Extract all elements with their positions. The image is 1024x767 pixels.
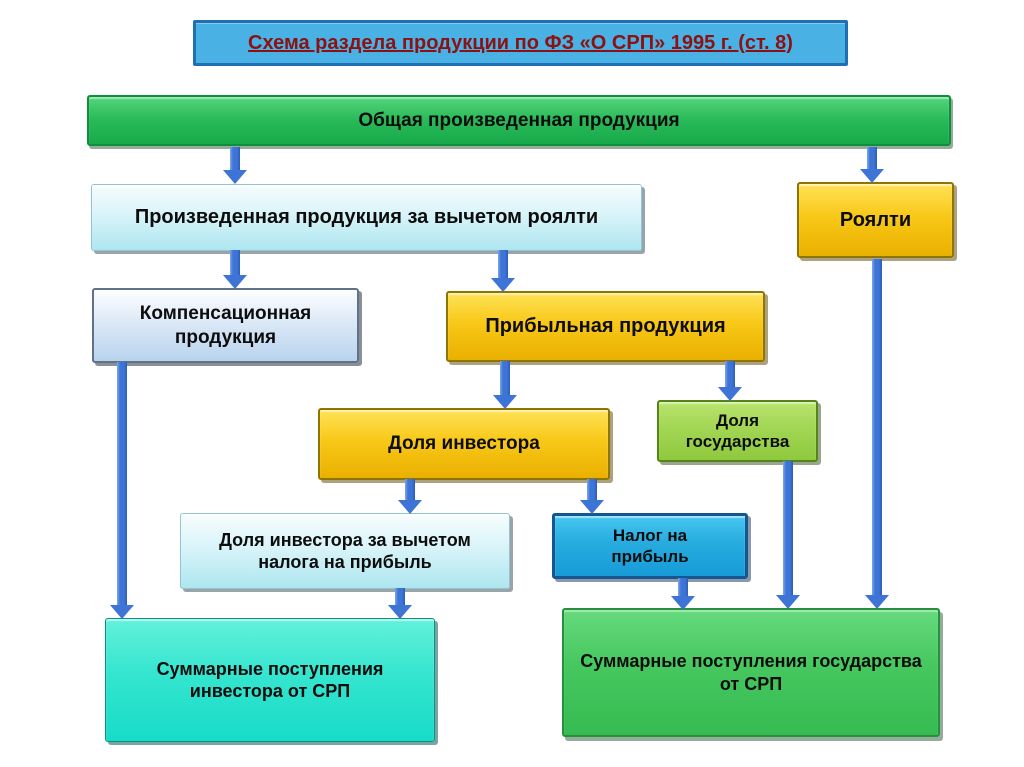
arrow-profit-tax-to-state-total: [678, 578, 688, 610]
node-profit-tax-label: Налог на прибыль: [611, 525, 689, 566]
node-investor-share-net-of-tax: [180, 513, 510, 589]
arrow-head-icon: [671, 596, 695, 610]
node-royalty-label: Роялти: [839, 208, 912, 231]
node-compensation-production: [92, 288, 359, 363]
arrow-head-icon: [865, 595, 889, 609]
node-royalty: [797, 182, 954, 258]
node-total-production: [87, 95, 951, 146]
diagram-title-label: Схема раздела продукции по ФЗ «О СРП» 1995 г. (ст. 8): [248, 31, 793, 54]
arrow-head-icon: [398, 500, 422, 514]
arrow-royalty-to-state-total: [872, 259, 882, 609]
arrow-shaft: [783, 461, 793, 596]
node-production-minus-royalty-label: Произведенная продукция за вычетом роялти: [134, 206, 599, 228]
arrow-head-icon: [223, 275, 247, 289]
arrow-shaft: [587, 479, 597, 501]
arrow-head-icon: [580, 500, 604, 514]
node-state-total-receipts-label: Суммарные поступления государства от СРП: [580, 651, 922, 694]
arrow-investor-share-to-investor-net: [405, 479, 415, 514]
node-investor-share: [318, 408, 610, 480]
arrow-shaft: [117, 362, 127, 606]
arrow-profit-to-state-share: [725, 361, 735, 401]
arrow-investor-net-to-investor-total: [395, 588, 405, 619]
node-compensation-production-label: Компенсационная продукция: [139, 302, 312, 348]
arrow-head-icon: [110, 605, 134, 619]
arrow-compensation-to-investor-total: [117, 362, 127, 619]
diagram-title: [193, 20, 848, 66]
node-production-minus-royalty: [91, 184, 642, 251]
arrow-profit-to-investor-share: [500, 361, 510, 409]
arrow-head-icon: [491, 278, 515, 292]
node-investor-total-receipts-label: Суммарные поступления инвестора от СРП: [156, 658, 384, 701]
arrow-shaft: [230, 250, 240, 276]
arrow-head-icon: [776, 595, 800, 609]
arrow-shaft: [498, 250, 508, 279]
arrow-shaft: [872, 259, 882, 596]
node-state-share-label: Доля государства: [685, 410, 790, 451]
arrow-shaft: [725, 361, 735, 388]
arrow-head-icon: [718, 387, 742, 401]
arrow-investor-share-to-profit-tax: [587, 479, 597, 514]
arrow-shaft: [230, 147, 240, 171]
arrow-state-share-to-state-total: [783, 461, 793, 609]
node-profit-tax: [552, 513, 748, 579]
arrow-shaft: [395, 588, 405, 606]
arrow-head-icon: [860, 169, 884, 183]
arrow-shaft: [405, 479, 415, 501]
arrow-total-to-royalty: [867, 147, 877, 183]
arrow-minus-royalty-to-profit: [498, 250, 508, 292]
node-profit-production-label: Прибыльная продукция: [485, 315, 726, 337]
node-investor-share-net-of-tax-label: Доля инвестора за вычетом налога на прибыль: [219, 529, 471, 572]
arrow-minus-royalty-to-compensation: [230, 250, 240, 289]
node-investor-total-receipts: [105, 618, 435, 742]
node-state-share: [657, 400, 818, 462]
node-total-production-label: Общая произведенная продукция: [358, 109, 680, 131]
arrow-total-to-minus-royalty: [230, 147, 240, 184]
arrow-shaft: [678, 578, 688, 597]
node-state-total-receipts: [562, 608, 940, 737]
arrow-head-icon: [388, 605, 412, 619]
arrow-shaft: [867, 147, 877, 170]
arrow-head-icon: [223, 170, 247, 184]
arrow-shaft: [500, 361, 510, 396]
arrow-head-icon: [493, 395, 517, 409]
node-profit-production: [446, 291, 765, 362]
node-investor-share-label: Доля инвестора: [388, 433, 540, 455]
